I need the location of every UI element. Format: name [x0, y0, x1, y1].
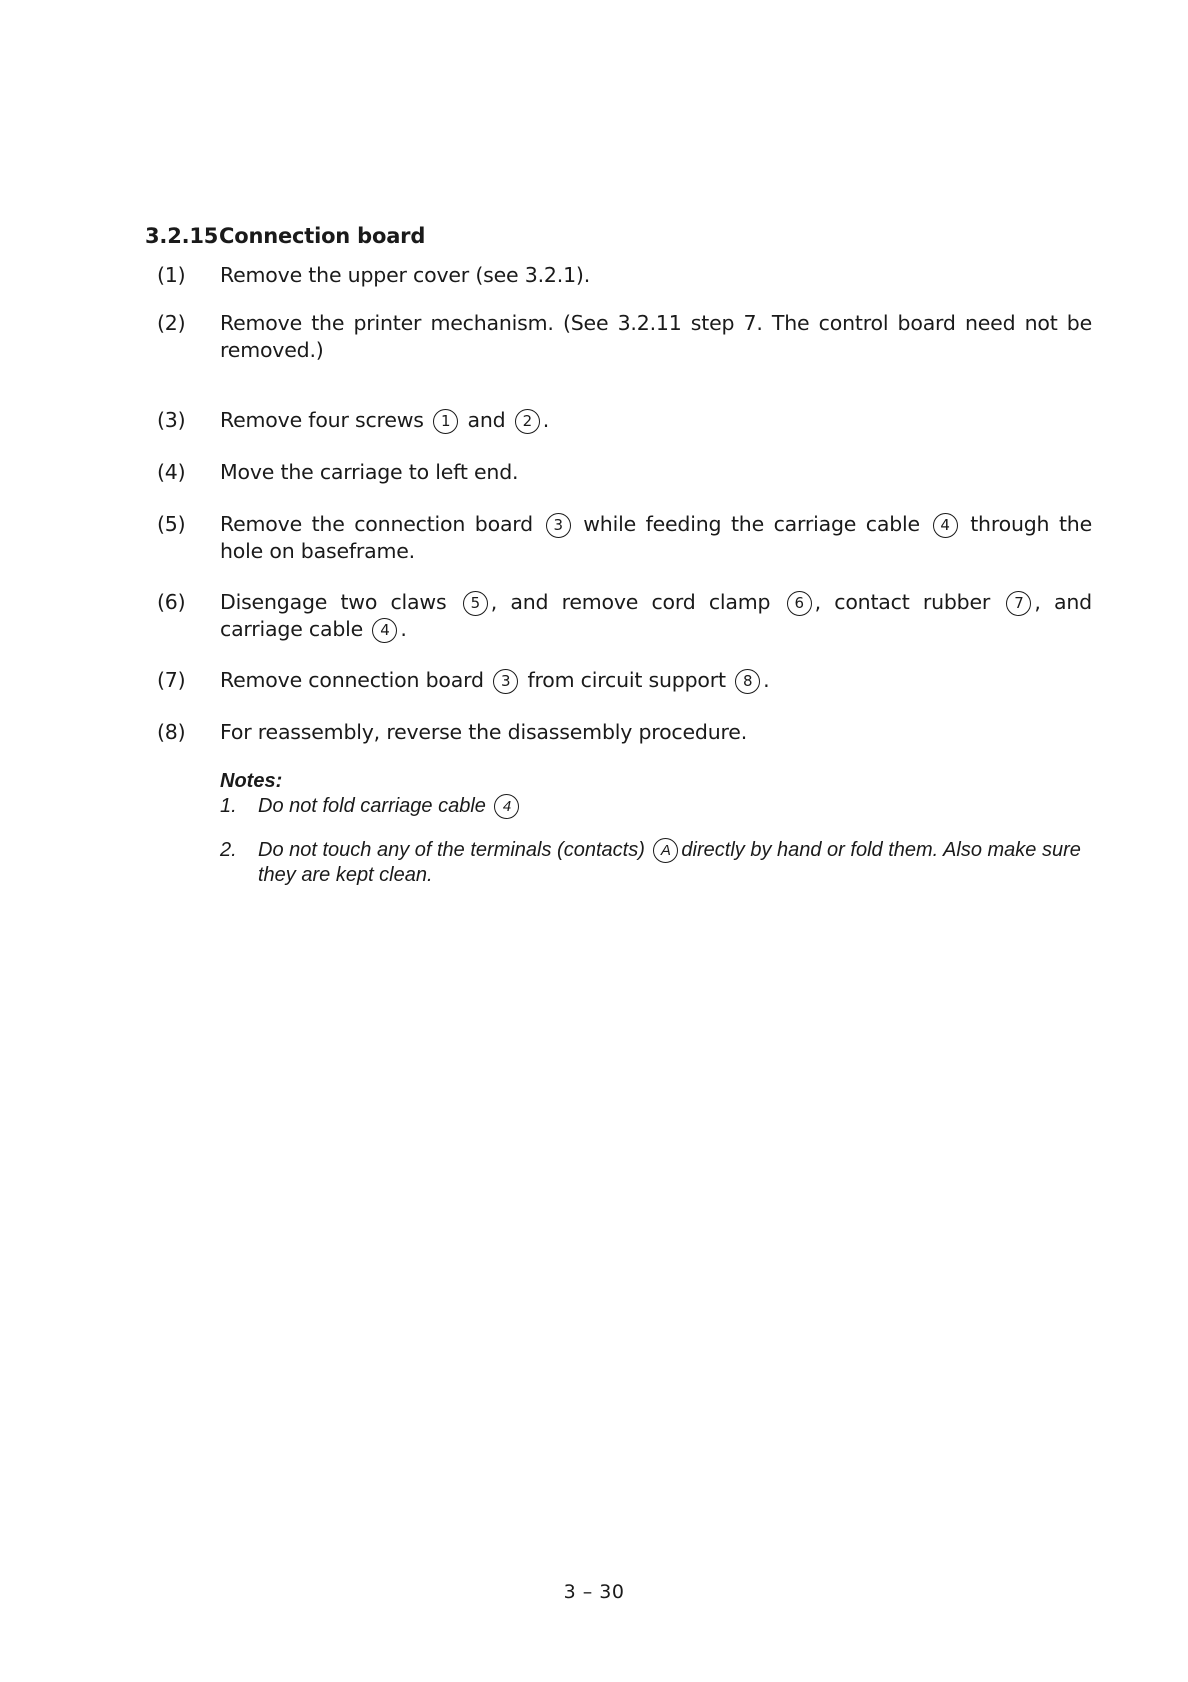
section-number: 3.2.15 — [145, 224, 219, 248]
step-number: (1) — [157, 263, 186, 287]
ref-marker-4: 4 — [372, 618, 397, 643]
step-text: Move the carriage to left end. — [220, 460, 519, 484]
step-text: Remove the connection board 3 while feeding the carriage cable 4 through the hole on baseframe. — [220, 512, 1092, 563]
ref-marker-6: 6 — [787, 591, 812, 616]
step-text: Remove the printer mechanism. (See 3.2.11 step 7. The control board need not be removed.) — [220, 311, 1092, 362]
step-number: (5) — [157, 512, 186, 536]
ref-marker-3: 3 — [546, 513, 571, 538]
step-text: Remove four screws 1 and 2 . — [220, 408, 550, 432]
step-number: (4) — [157, 460, 186, 484]
section-title: Connection board — [219, 224, 426, 248]
step-number: (8) — [157, 720, 186, 744]
step-number: (6) — [157, 590, 186, 614]
step-text: For reassembly, reverse the disassembly procedure. — [220, 720, 748, 744]
notes-title: Notes: — [220, 770, 283, 792]
ref-marker-a: A — [653, 838, 678, 863]
step-number: (3) — [157, 408, 186, 432]
ref-marker-2: 2 — [515, 409, 540, 434]
ref-marker-5: 5 — [463, 591, 488, 616]
page-number: 3 – 30 — [563, 1581, 625, 1603]
step-number: (7) — [157, 668, 186, 692]
section-heading — [145, 224, 425, 248]
ref-marker-8: 8 — [735, 669, 760, 694]
step-text: Remove the upper cover (see 3.2.1). — [220, 263, 591, 287]
ref-marker-7: 7 — [1006, 591, 1031, 616]
ref-marker-1: 1 — [433, 409, 458, 434]
ref-marker-3: 3 — [493, 669, 518, 694]
note-number: 1. — [220, 795, 237, 817]
step-number: (2) — [157, 311, 186, 335]
ref-marker-4: 4 — [933, 513, 958, 538]
step-text: Disengage two claws 5 , and remove cord clamp 6 , contact rubber 7 , and carriage cable 4 . — [220, 590, 1092, 641]
note-text: Do not fold carriage cable 4 — [258, 794, 1096, 819]
note-text: Do not touch any of the terminals (contacts) A directly by hand or fold them. Also make sure they are kept clean. — [258, 839, 1081, 886]
ref-marker-4: 4 — [494, 794, 519, 819]
step-text: Remove connection board 3 from circuit support 8 . — [220, 668, 770, 692]
note-number: 2. — [220, 839, 237, 861]
